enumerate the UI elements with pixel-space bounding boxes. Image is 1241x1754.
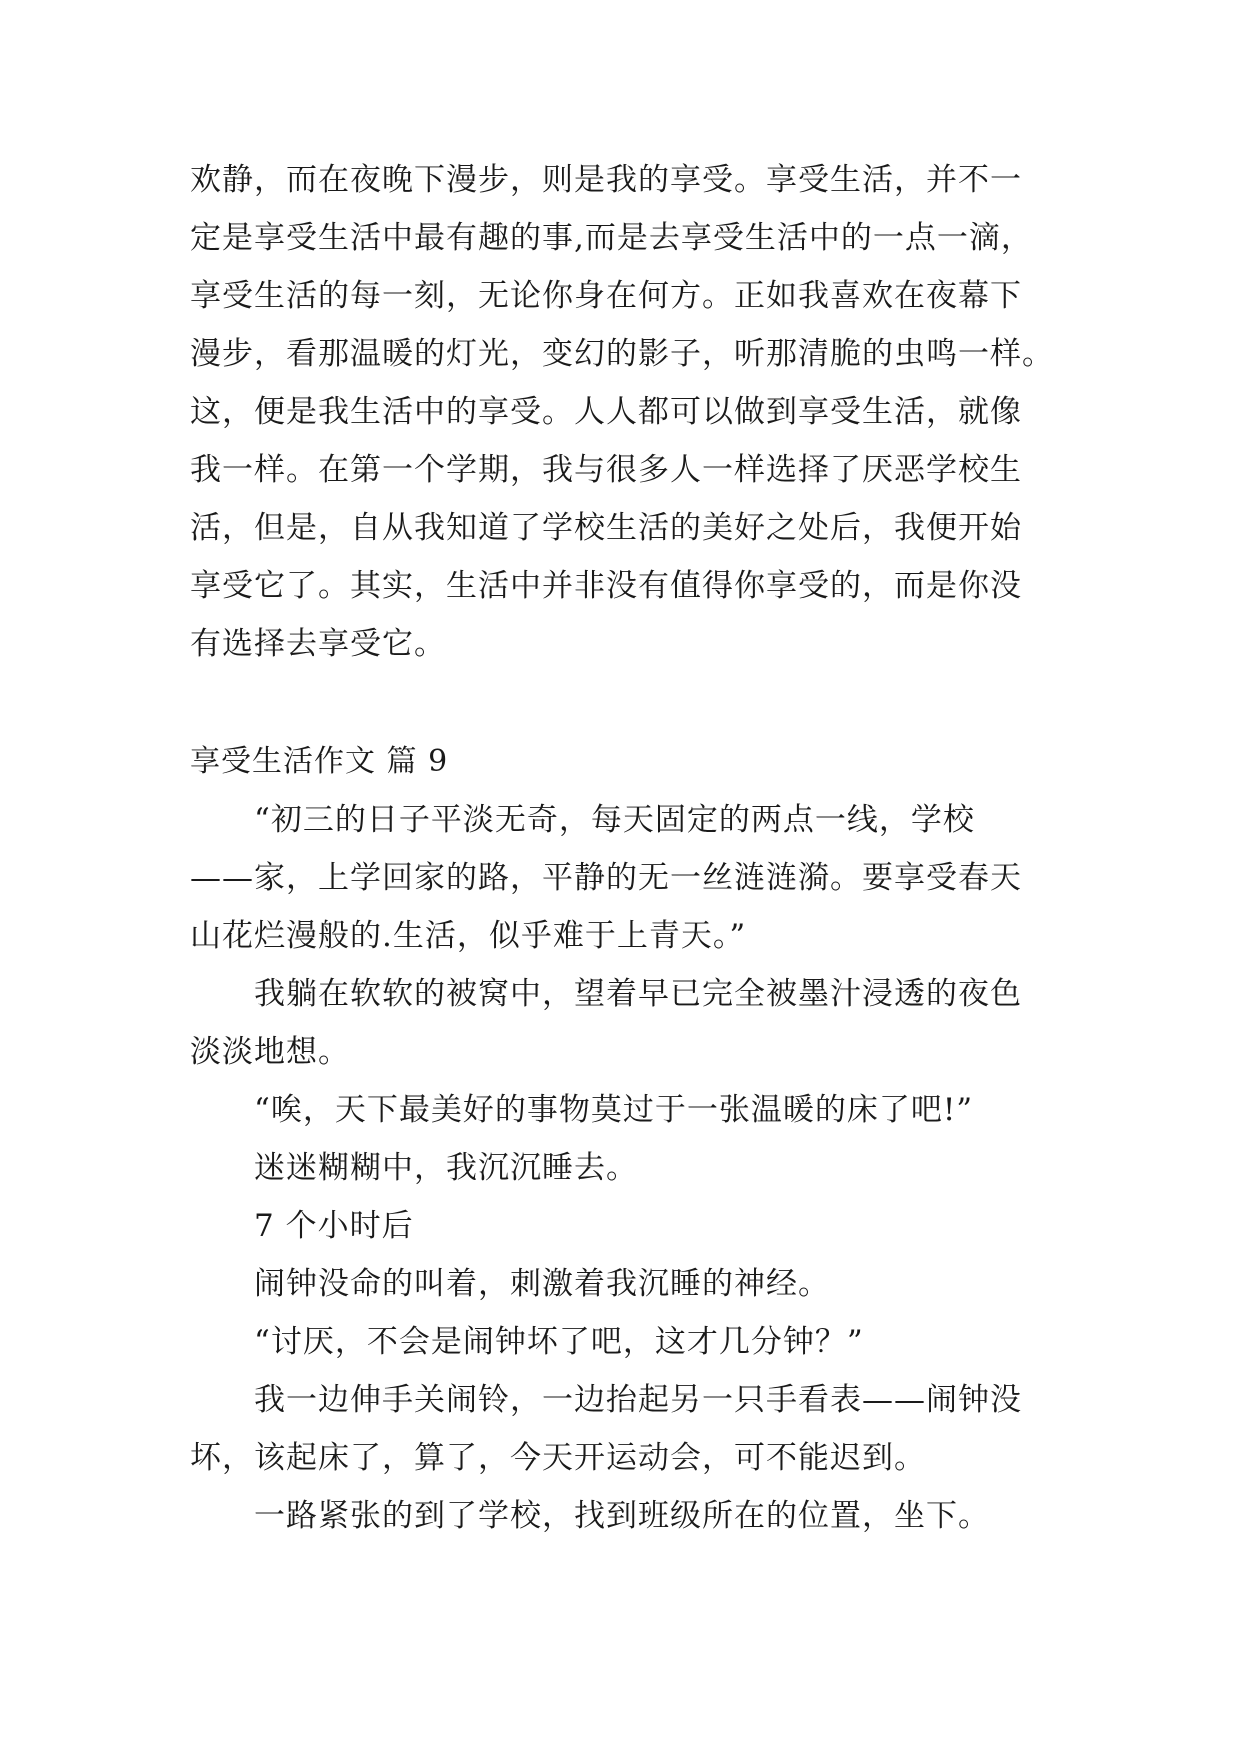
paragraph-line: “初三的日子平淡无奇，每天固定的两点一线，学校 bbox=[254, 802, 975, 838]
paragraph-line: 一路紧张的到了学校，找到班级所在的位置，坐下。 bbox=[254, 1498, 990, 1534]
paragraph-line: “讨厌，不会是闹钟坏了吧，这才几分钟？” bbox=[254, 1324, 864, 1360]
paragraph-line: 有选择去享受它。 bbox=[190, 626, 446, 662]
paragraph-line: 迷迷糊糊中，我沉沉睡去。 bbox=[254, 1150, 638, 1186]
paragraph-line: 享受它了。其实，生活中并非没有值得你享受的，而是你没 bbox=[190, 568, 1022, 604]
paragraph-line: 山花烂漫般的.生活，似乎难于上青天。” bbox=[190, 918, 747, 954]
paragraph-line: 闹钟没命的叫着，刺激着我沉睡的神经。 bbox=[254, 1266, 830, 1302]
paragraph-line: 7 个小时后 bbox=[254, 1208, 414, 1244]
paragraph-line: 坏，该起床了，算了，今天开运动会，可不能迟到。 bbox=[190, 1440, 926, 1476]
paragraph-line: 我躺在软软的被窝中，望着早已完全被墨汁浸透的夜色 bbox=[254, 976, 1022, 1012]
paragraph-line: 欢静，而在夜晚下漫步，则是我的享受。享受生活，并不一 bbox=[190, 162, 1022, 198]
paragraph-line: 我一边伸手关闹铃，一边抬起另一只手看表——闹钟没 bbox=[254, 1382, 1022, 1418]
paragraph-line: 定是享受生活中最有趣的事,而是去享受生活中的一点一滴， bbox=[190, 220, 1033, 256]
paragraph-line: 这，便是我生活中的享受。人人都可以做到享受生活，就像 bbox=[190, 394, 1022, 430]
section-title: 享受生活作文 篇 9 bbox=[190, 744, 449, 779]
paragraph-line: 淡淡地想。 bbox=[190, 1034, 350, 1070]
paragraph-line: “唉，天下最美好的事物莫过于一张温暖的床了吧!” bbox=[254, 1092, 974, 1128]
paragraph-line: 享受生活的每一刻，无论你身在何方。正如我喜欢在夜幕下 bbox=[190, 278, 1022, 314]
paragraph-line: 漫步，看那温暖的灯光，变幻的影子，听那清脆的虫鸣一样。 bbox=[190, 336, 1054, 372]
paragraph-line: 活，但是，自从我知道了学校生活的美好之处后，我便开始 bbox=[190, 510, 1022, 546]
paragraph-line: 我一样。在第一个学期，我与很多人一样选择了厌恶学校生 bbox=[190, 452, 1022, 488]
paragraph-line: ——家，上学回家的路，平静的无一丝涟涟漪。要享受春天 bbox=[190, 860, 1022, 896]
